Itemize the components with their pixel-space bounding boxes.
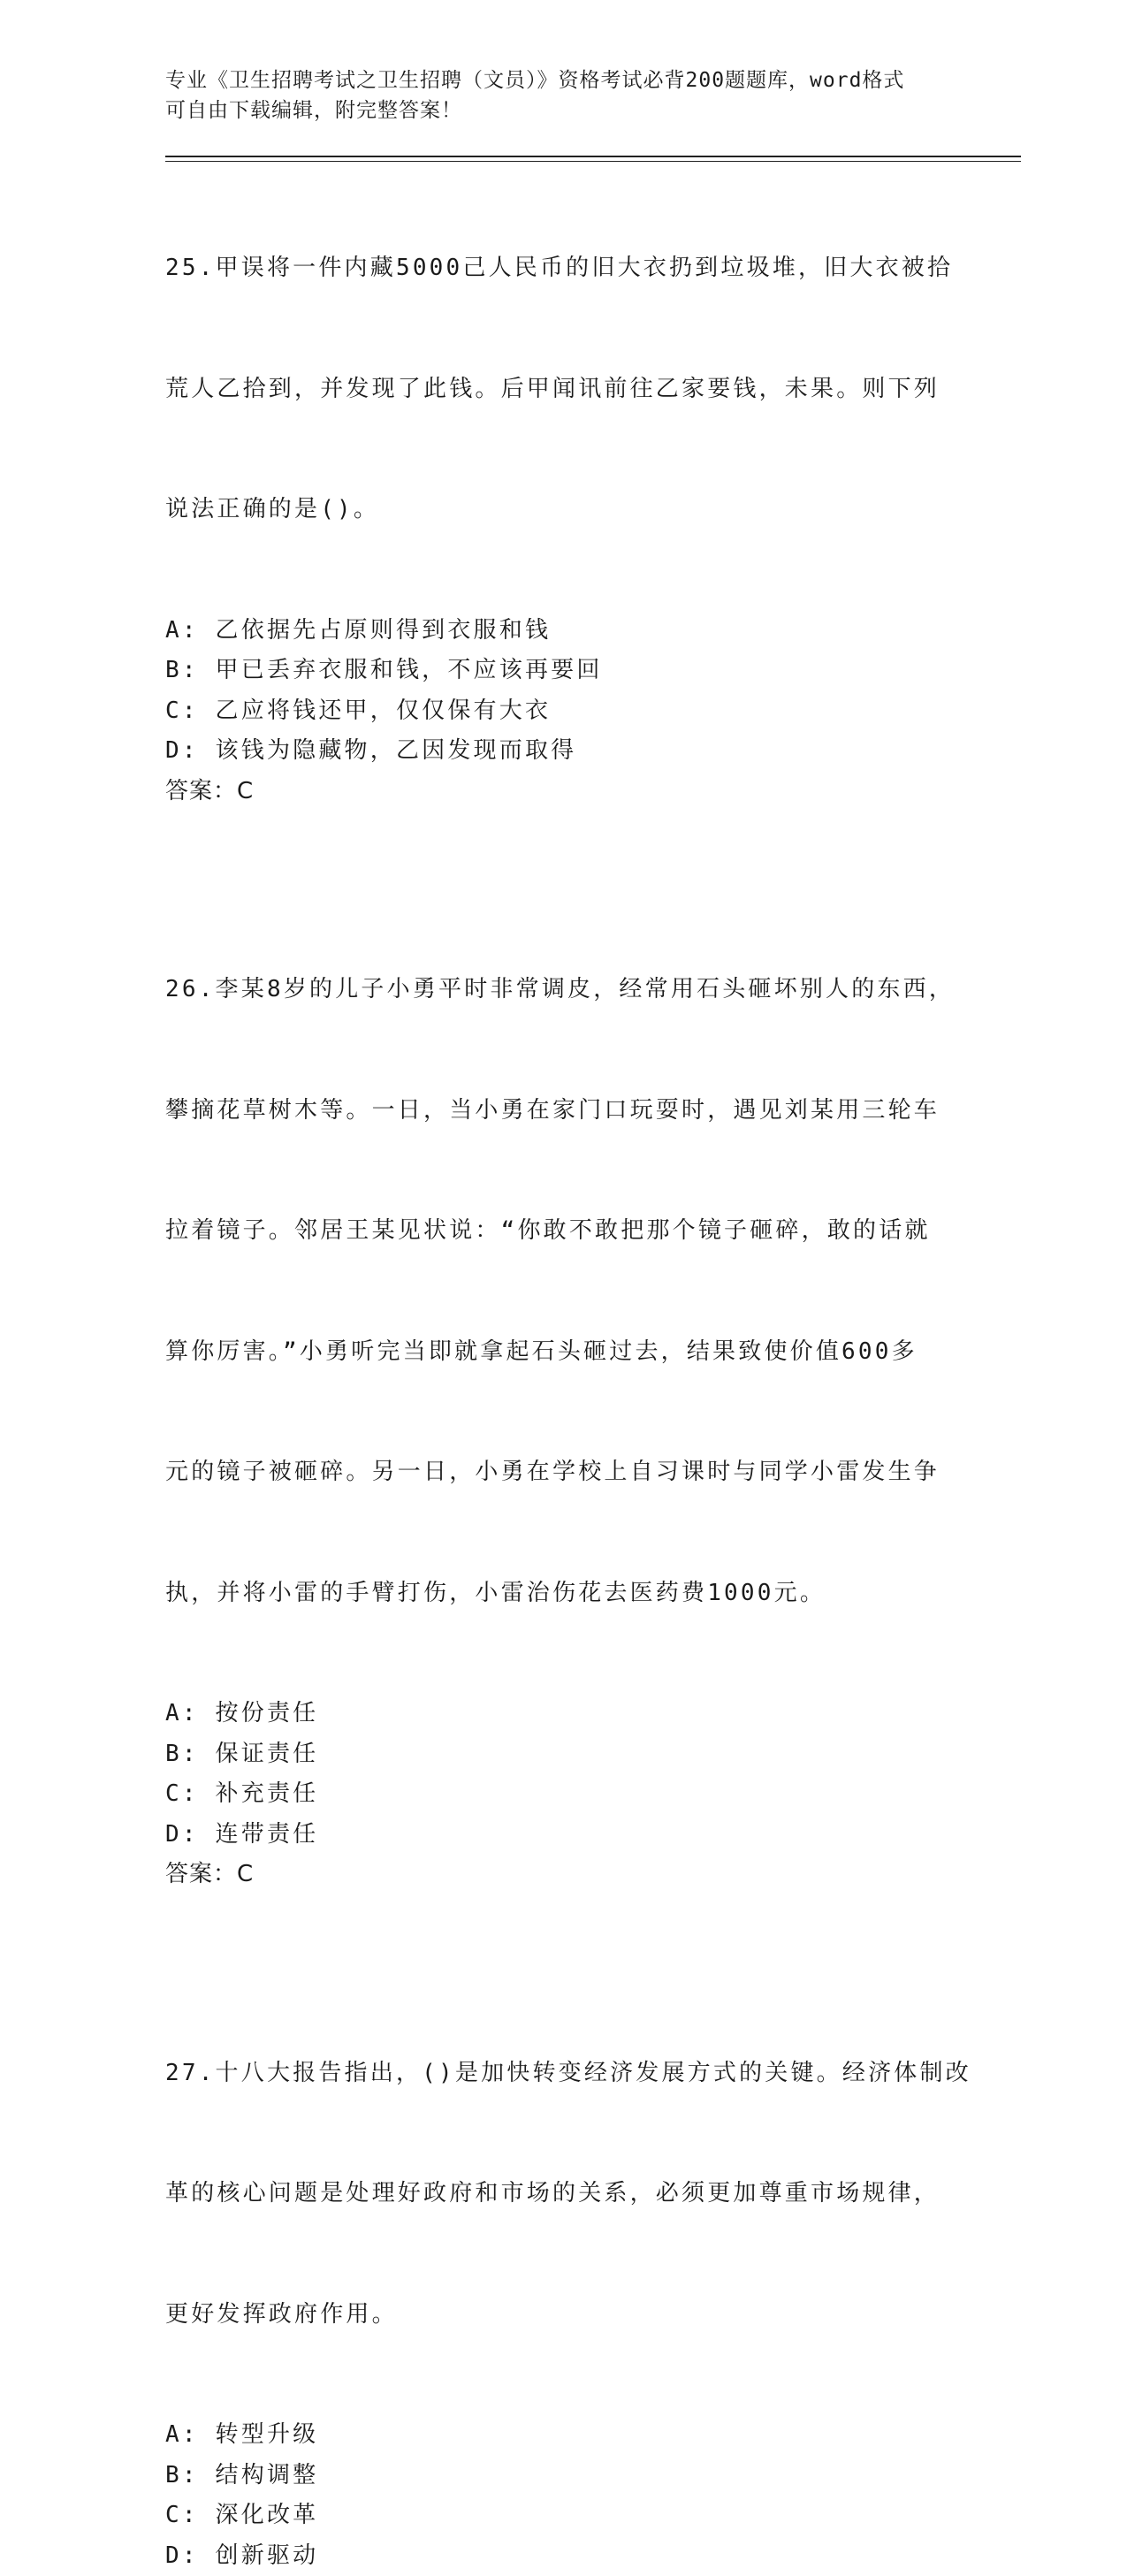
option-c: C: 乙应将钱还甲，仅仅保有大衣 (165, 691, 961, 732)
option-d: D: 连带责任 (165, 1815, 961, 1856)
question-line: 荒人乙拾到，并发现了此钱。后甲闻讯前往乙家要钱，未果。则下列 (165, 370, 961, 410)
option-b: B: 保证责任 (165, 1734, 961, 1775)
option-c: C: 补充责任 (165, 1774, 961, 1815)
answer-label: 答案：C (165, 1855, 961, 1895)
option-c: C: 深化改革 (165, 2496, 961, 2536)
option-d: D: 创新驱动 (165, 2536, 961, 2576)
question-line: 说法正确的是()。 (165, 490, 961, 530)
question-spacer (165, 812, 961, 889)
option-a: A: 转型升级 (165, 2415, 961, 2456)
question-line: 算你厉害。”小勇听完当即就拿起石头砸过去，结果致使价值600多 (165, 1332, 961, 1373)
questions-container (165, 168, 961, 2576)
question-text (165, 889, 961, 1694)
header-line-1: 专业《卫生招聘考试之卫生招聘（文员）》资格考试必背200题题库，word格式 (165, 65, 943, 95)
question-line: 拉着镜子。邻居王某见状说：“你敢不敢把那个镜子砸碎，敢的话就 (165, 1211, 961, 1252)
question-25 (165, 168, 961, 812)
question-text (165, 1973, 961, 2416)
question-26 (165, 889, 961, 1895)
option-b: B: 结构调整 (165, 2456, 961, 2496)
question-line: 25.甲误将一件内藏5000己人民币的旧大衣扔到垃圾堆，旧大衣被拾 (165, 248, 961, 289)
question-line: 更好发挥政府作用。 (165, 2295, 961, 2336)
option-a: A: 按份责任 (165, 1694, 961, 1734)
question-text (165, 168, 961, 611)
question-line: 执，并将小雷的手臂打伤，小雷治伤花去医药费1000元。 (165, 1574, 961, 1614)
header-rule-thin (165, 161, 1021, 162)
answer-label: 答案：C (165, 772, 961, 812)
question-line: 26.李某8岁的儿子小勇平时非常调皮，经常用石头砸坏别人的东西， (165, 970, 961, 1010)
option-b: B: 甲已丢弃衣服和钱，不应该再要回 (165, 651, 961, 691)
option-d: D: 该钱为隐藏物，乙因发现而取得 (165, 731, 961, 772)
document-header (165, 65, 943, 126)
question-line: 27.十八大报告指出，()是加快转变经济发展方式的关键。经济体制改 (165, 2054, 961, 2094)
header-line-2: 可自由下载编辑，附完整答案！ (165, 95, 943, 126)
question-line: 革的核心问题是处理好政府和市场的关系，必须更加尊重市场规律， (165, 2174, 961, 2214)
header-rule-thick (165, 156, 1021, 157)
question-line: 元的镜子被砸碎。另一日，小勇在学校上自习课时与同学小雷发生争 (165, 1452, 961, 1493)
question-spacer (165, 1895, 961, 1973)
option-a: A: 乙依据先占原则得到衣服和钱 (165, 611, 961, 652)
question-27 (165, 1973, 961, 2576)
question-line: 攀摘花草树木等。一日，当小勇在家门口玩耍时，遇见刘某用三轮车 (165, 1091, 961, 1132)
